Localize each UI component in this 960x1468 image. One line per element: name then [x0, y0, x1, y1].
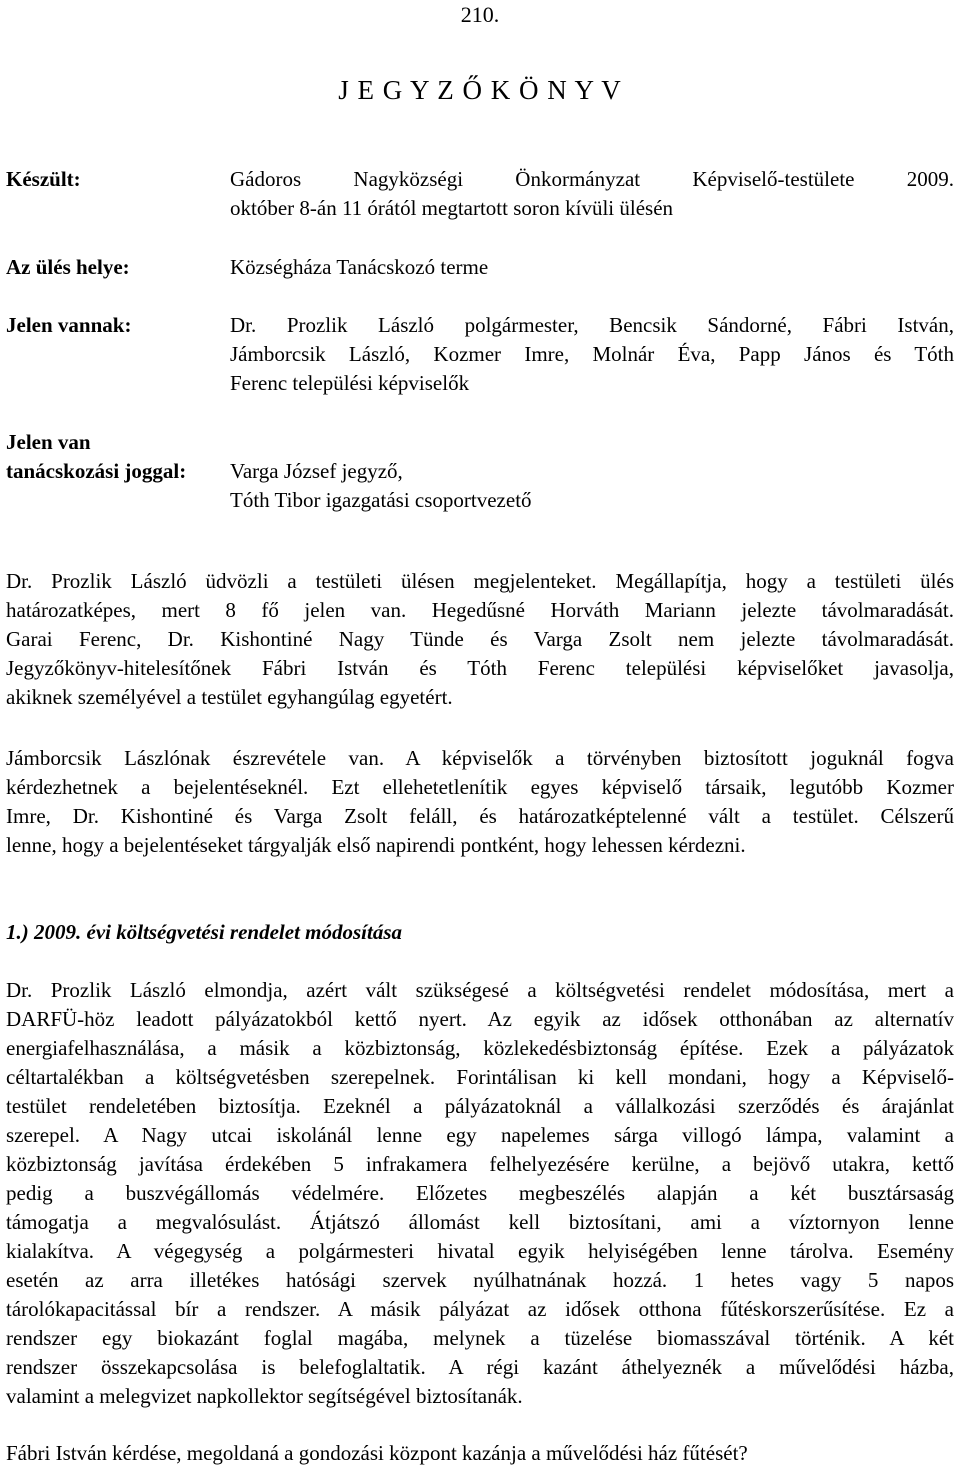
- jelen-line: Jámborcsik László, Kozmer Imre, Molnár Éva, Papp János és Tóth: [230, 342, 954, 366]
- jelen-value: [230, 311, 954, 398]
- section-paragraph: [6, 976, 954, 1411]
- paragraph-line: közbiztonság javítása érdekében 5 infrakamera felhelyezésére kerülne, a bejövő utakra, kettő: [6, 1152, 954, 1176]
- paragraph-line: Dr. Prozlik László üdvözli a testületi ülésen megjelenteket. Megállapítja, hogy a testületi ülés: [6, 569, 954, 593]
- paragraph-opening: [6, 567, 954, 712]
- question-line: Fábri István kérdése, megoldaná a gondozási központ kazánja a művelődési ház fűtését?: [6, 1441, 748, 1465]
- section-heading: 1.) 2009. évi költségvetési rendelet módosítása: [6, 920, 403, 944]
- question-paragraph: [6, 1439, 954, 1468]
- paragraph-line: kialakítva. A végegység a polgármesteri hivatal egyik helyiségében lenne tárolva. Esemény: [6, 1239, 954, 1263]
- paragraph-line: Dr. Prozlik László elmondja, azért vált szükségesé a költségvetési rendelet módosítása, mert a: [6, 978, 954, 1002]
- paragraph-line: DARFÜ-höz leadott pályázatokból kettő nyert. Az egyik az idősek otthonában az alternatív: [6, 1007, 954, 1031]
- paragraph-line: esetén az arra illetékes hatósági szervek nyúlhatnának hozzá. 1 hetes vagy 5 napos: [6, 1268, 954, 1292]
- tanacskozasi-line: Tóth Tibor igazgatási csoportvezető: [230, 488, 532, 512]
- paragraph-line: céltartalékban a költségvetésben szerepelnek. Forintálisan ki kell mondani, hogy a Képviselő-: [6, 1065, 954, 1089]
- paragraph-line: Garai Ferenc, Dr. Kishontiné Nagy Tünde és Varga Zsolt nem jelezte távolmaradását.: [6, 627, 954, 651]
- paragraph-line: valamint a melegvizet napkollektor segítségével biztosítanák.: [6, 1384, 523, 1408]
- page-number: 210.: [460, 2, 500, 27]
- jelen-label: Jelen vannak:: [6, 313, 132, 337]
- paragraph-line: akiknek személyével a testület egyhangúlag egyetért.: [6, 685, 453, 709]
- paragraph-line: Jámborcsik Lászlónak észrevétele van. A képviselők a törvényben biztosított joguknál fogva: [6, 746, 954, 770]
- document-title: J E G Y Z Ő K Ö N Y V: [338, 75, 622, 105]
- paragraph-line: energiafelhasználása, a másik a közbiztonság, közlekedésbiztonság építése. Ezek a pályázatok: [6, 1036, 954, 1060]
- paragraph-line: rendszer összekapcsolása is belefoglaltatik. A régi kazánt áthelyeznék a művelődési házba,: [6, 1355, 954, 1379]
- paragraph-line: pedig a buszvégállomás védelmére. Előzetes megbeszélés alapján a két busztársaság: [6, 1181, 954, 1205]
- paragraph-line: szerepel. A Nagy utcai iskolánál lenne egy napelemes sárga villogó lámpa, valamint a: [6, 1123, 954, 1147]
- keszult-line: Gádoros Nagyközségi Önkormányzat Képviselő-testülete 2009.: [230, 167, 954, 191]
- paragraph-line: rendszer egy biokazánt foglal magába, melynek a tüzelése biomasszával történik. A két: [6, 1326, 954, 1350]
- tanacskozasi-label-1: Jelen van: [6, 430, 91, 454]
- jelen-line: Dr. Prozlik László polgármester, Bencsik Sándorné, Fábri István,: [230, 313, 954, 337]
- tanacskozasi-value: [230, 457, 954, 515]
- keszult-value: [230, 165, 954, 223]
- paragraph-line: lenne, hogy a bejelentéseket tárgyalják első napirendi pontként, hogy lehessen kérdezni.: [6, 833, 746, 857]
- keszult-line: október 8-án 11 órától megtartott soron kívüli ülésén: [230, 196, 674, 220]
- paragraph-line: testület rendeletében biztosítja. Ezeknél a pályázatoknál a vállalkozási szerződés és árajánlat: [6, 1094, 954, 1118]
- paragraph-line: határozatképes, mert 8 fő jelen van. Hegedűsné Horváth Mariann jelezte távolmaradását.: [6, 598, 954, 622]
- tanacskozasi-line: Varga József jegyző,: [230, 459, 403, 483]
- jelen-line: Ferenc települési képviselők: [230, 371, 470, 395]
- paragraph-line: tárolókapacitással bír a rendszer. A másik pályázat az idősek otthona fűtéskorszerűsítése. Ez a: [6, 1297, 954, 1321]
- hely-value: [230, 253, 954, 282]
- paragraph-line: támogatja a megvalósulást. Átjátszó állomást kell biztosítani, ami a víztornyon lenne: [6, 1210, 954, 1234]
- paragraph-line: Jegyzőkönyv-hitelesítőnek Fábri István és Tóth Ferenc települési képviselőket javasolja,: [6, 656, 954, 680]
- tanacskozasi-label-2: tanácskozási joggal:: [6, 459, 187, 483]
- paragraph-line: Imre, Dr. Kishontiné és Varga Zsolt feláll, és határozatképtelenné vált a testület. Célszerű: [6, 804, 954, 828]
- keszult-label: Készült:: [6, 167, 81, 191]
- paragraph-remark: [6, 744, 954, 860]
- hely-label: Az ülés helye:: [6, 255, 130, 279]
- hely-line: Községháza Tanácskozó terme: [230, 255, 489, 279]
- paragraph-line: kérdezhetnek a bejelentéseknél. Ezt ellehetetlenítik egyes képviselő társaik, legutóbb Kozmer: [6, 775, 954, 799]
